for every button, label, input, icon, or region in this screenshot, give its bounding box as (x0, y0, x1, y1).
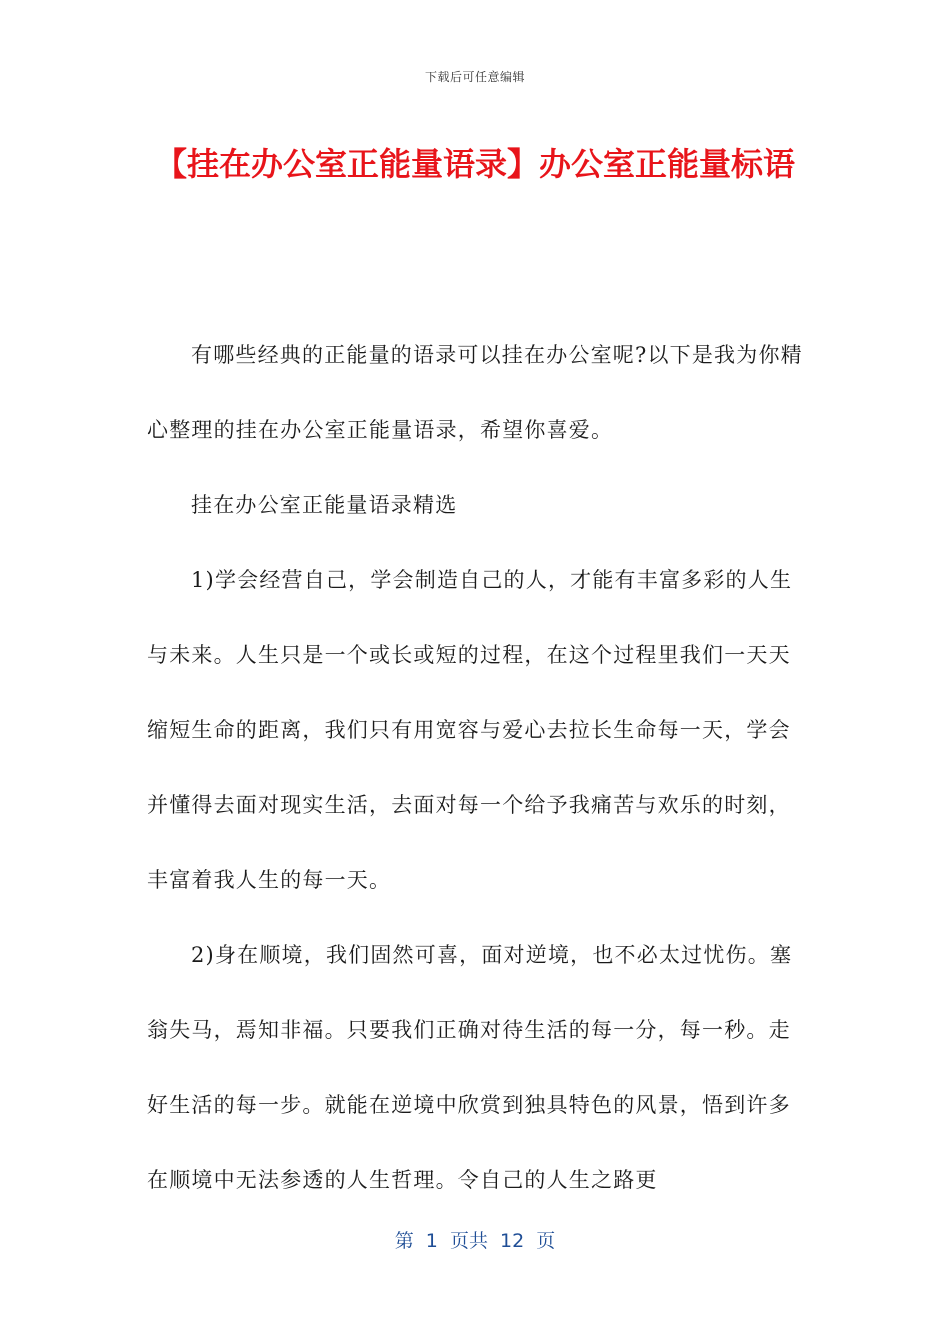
paragraph-quote-2: 2)身在顺境，我们固然可喜，面对逆境，也不必太过忧伤。塞翁失马，焉知非福。只要我们正确对待生活的每一分，每一秒。走好生活的每一步。就能在逆境中欣赏到独具特色的风景，悟到许多在顺境中无法参透的人生哲理。令自己的人生之路更 (147, 943, 793, 1192)
document-title: 【挂在办公室正能量语录】办公室正能量标语 (154, 145, 795, 183)
document-body (147, 318, 807, 1218)
page-number-footer: 第 1 页共 12 页 (394, 1230, 556, 1252)
paragraph-section-heading: 挂在办公室正能量语录精选 (191, 493, 458, 517)
header-note: 下载后可任意编辑 (424, 70, 525, 84)
paragraph-intro: 有哪些经典的正能量的语录可以挂在办公室呢?以下是我为你精心整理的挂在办公室正能量语录，希望你喜爱。 (147, 343, 803, 442)
paragraph-quote-1: 1)学会经营自己，学会制造自己的人，才能有丰富多彩的人生与未来。人生只是一个或长或短的过程，在这个过程里我们一天天缩短生命的距离，我们只有用宽容与爱心去拉长生命每一天，学会并懂得去面对现实生活，去面对每一个给予我痛苦与欢乐的时刻，丰富着我人生的每一天。 (147, 568, 793, 892)
